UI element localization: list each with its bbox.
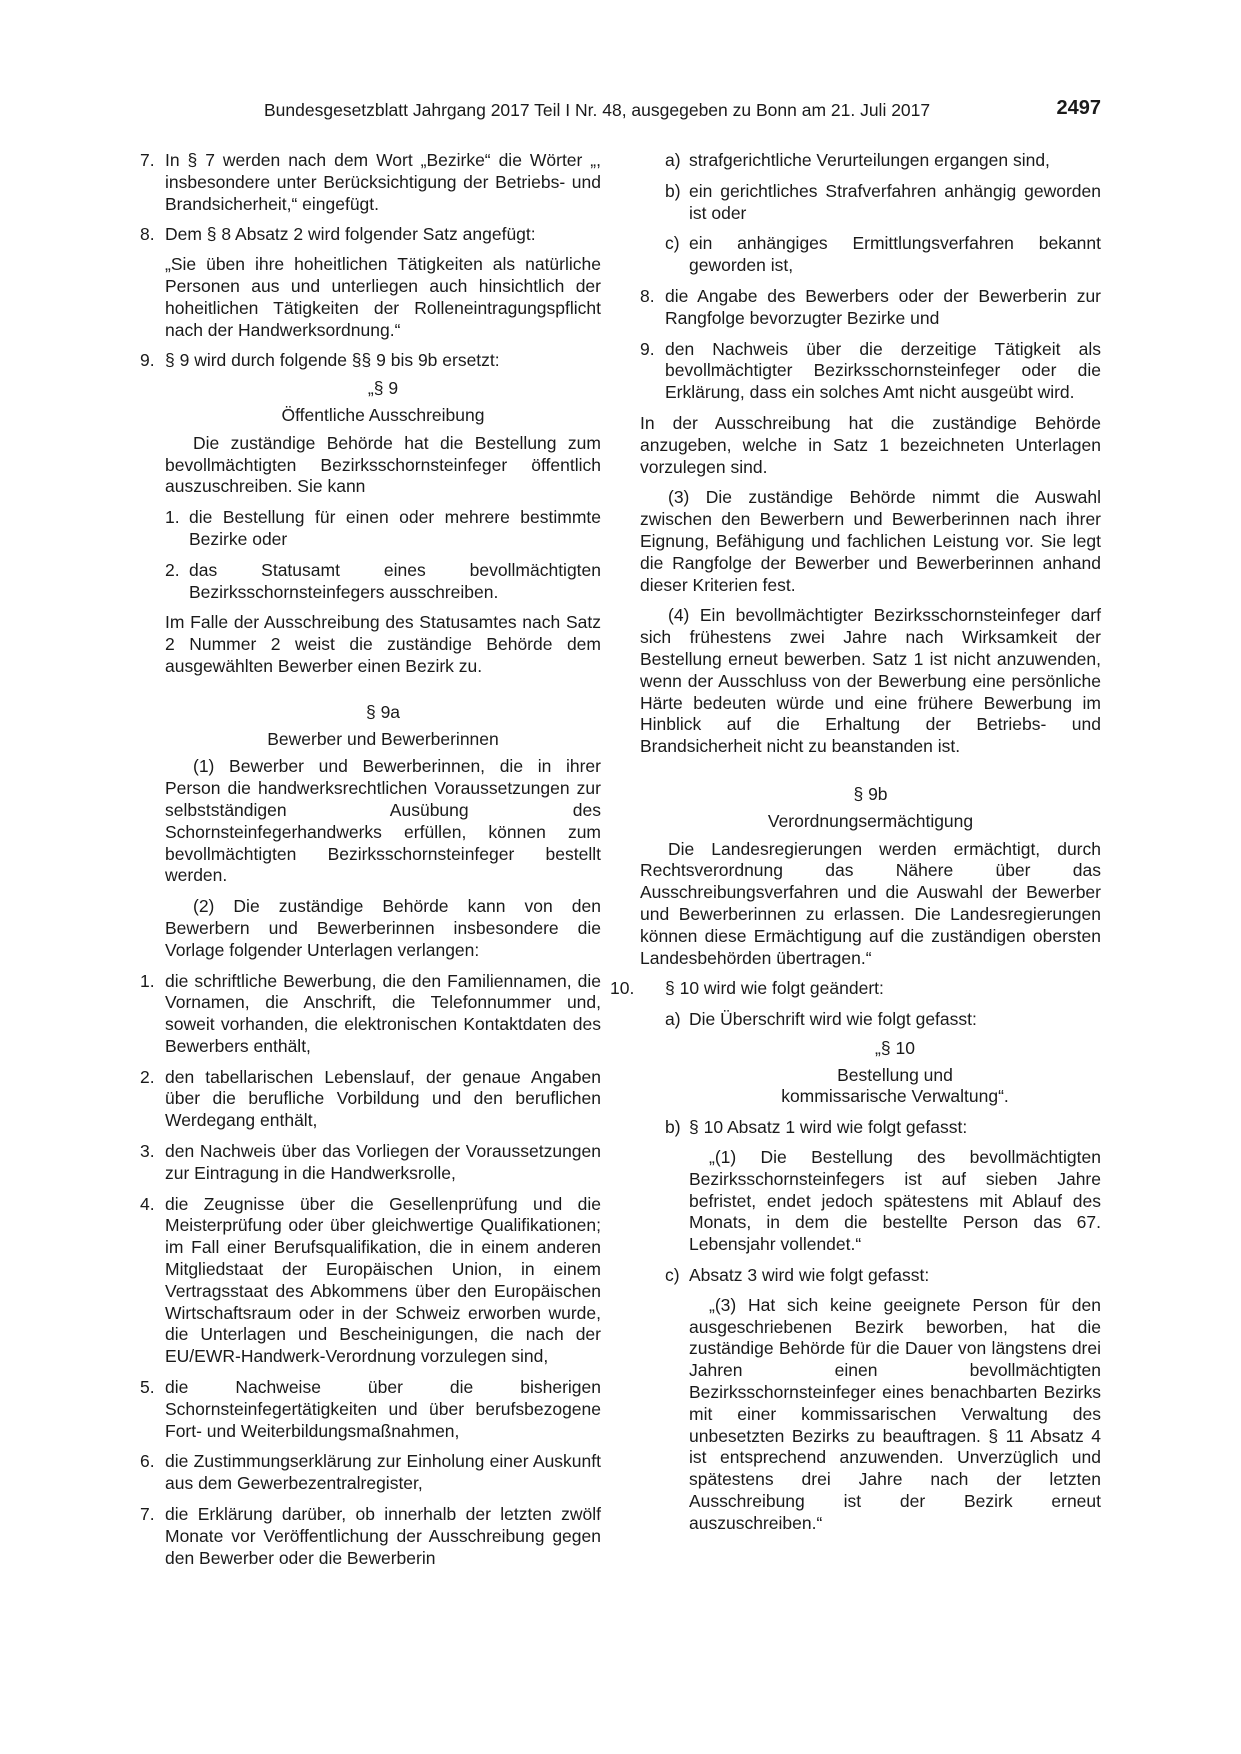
list-item: 9. § 9 wird durch folgende §§ 9 bis 9b ersetzt: (140, 350, 500, 371)
sub-list-item: c) ein anhängiges Ermittlungsverfahren bekannt geworden ist, (665, 233, 1101, 276)
right-column (610, 150, 1101, 1544)
section-heading: Bestellung und (837, 1064, 953, 1085)
left-column (140, 150, 601, 1578)
list-item: 2. den tabellarischen Lebenslauf, der genaue Angaben über die berufliche Vorbildung und den beruflichen Werdegang enthält, (140, 1066, 601, 1131)
section-number: „§ 9 (367, 378, 399, 399)
paragraph: (1) Bewerber und Bewerberinnen, die in ihrer Person die handwerksrechtlichen Voraussetzungen zur selbstständigen Ausübung des Schornsteinfegerhandwerks erfüllen, können zum bevollmächtigten Bezirksschornsteinfeger bestellt werden. (165, 756, 601, 886)
sub-list-item: c) Absatz 3 wird wie folgt gefasst: (665, 1265, 930, 1286)
paragraph: Die Landesregierungen werden ermächtigt, durch Rechtsverordnung das Nähere über das Ausschreibungsverfahren und die Auswahl der Bewerber und Bewerberinnen zu erlassen. Die Landesregierungen können diese Ermächtigung auf die zuständigen obersten Landesbehörden übertragen.“ (640, 838, 1101, 968)
list-item: 3. den Nachweis über das Vorliegen der Voraussetzungen zur Eintragung in die Handwerksrolle, (140, 1141, 601, 1183)
list-item: 9. den Nachweis über die derzeitige Tätigkeit als bevollmächtigter Bezirksschornsteinfeger oder die Erklärung, dass ein solches Amt nicht ausgeübt wird. (640, 338, 1101, 403)
section-number: § 9a (365, 701, 401, 722)
list-item: 2. das Statusamt eines bevollmächtigten Bezirksschornsteinfegers ausschreiben. (165, 559, 601, 602)
paragraph: Die zuständige Behörde hat die Bestellung zum bevollmächtigten Bezirksschornsteinfeger öffentlich auszuschreiben. Sie kann (165, 432, 601, 497)
page-number: 2497 (1056, 97, 1101, 119)
quoted-text: „(1) Die Bestellung des bevollmächtigten Bezirksschornsteinfegers ist auf sieben Jahre befristet, endet jedoch spätestens mit Ablauf des Monats, in dem die bestellte Person das 67. Lebensjahr vollendet.“ (689, 1147, 1101, 1255)
sub-list-item: a) strafgerichtliche Verurteilungen ergangen sind, (665, 150, 1050, 170)
list-item: 7. die Erklärung darüber, ob innerhalb der letzten zwölf Monate vor Veröffentlichung der Ausschreibung gegen den Bewerber oder die Bewerberin (140, 1504, 601, 1568)
section-number: „§ 10 (875, 1037, 915, 1058)
section-heading: Bewerber und Bewerberinnen (267, 728, 499, 749)
list-item: 1. die schriftliche Bewerbung, die den Familiennamen, die Vornamen, die Anschrift, die Telefonnummer und, soweit vorhanden, die elektronischen Kontaktdaten des Bewerbers enthält, (140, 970, 601, 1056)
paragraph: In der Ausschreibung hat die zuständige Behörde anzugeben, welche in Satz 1 bezeichneten Unterlagen vorzulegen sind. (640, 412, 1101, 477)
section-number: § 9b (853, 783, 888, 804)
list-item: 7. In § 7 werden nach dem Wort „Bezirke“ die Wörter „, insbesondere unter Berücksichtigung der Betriebs- und Brandsicherheit,“ eingefügt. (140, 150, 601, 214)
paragraph: Im Falle der Ausschreibung des Statusamtes nach Satz 2 Nummer 2 weist die zuständige Behörde dem ausgewählten Bewerber einen Bezirk zu. (165, 612, 601, 676)
list-item: 4. die Zeugnisse über die Gesellenprüfung und die Meisterprüfung oder über gleichwertige Qualifikationen; im Fall einer Berufsqualifikation, die in einem anderen Mitgliedstaat der Europäischen Union, in einem Vertragsstaat des Abkommens über den Europäischen Wirtschaftsraum oder in der Schweiz erworben wurde, die Unterlagen und Bescheinigungen, die nach der EU/EWR-Handwerk-Verordnung vorzulegen sind, (140, 1193, 601, 1367)
paragraph: (3) Die zuständige Behörde nimmt die Auswahl zwischen den Bewerbern und Bewerberinnen nach ihrer Eignung, Befähigung und fachlichen Leistung vor. Sie legt die Rangfolge der Bewerber und Bewerberinnen anhand dieser Kriterien fest. (640, 487, 1101, 595)
sub-list-item: b) § 10 Absatz 1 wird wie folgt gefasst: (665, 1117, 968, 1138)
list-item: 1. die Bestellung für einen oder mehrere bestimmte Bezirke oder (165, 507, 601, 549)
list-item: 8. Dem § 8 Absatz 2 wird folgender Satz angefügt: (140, 224, 536, 245)
section-heading: kommissarische Verwaltung“. (781, 1086, 1009, 1107)
list-item: 8. die Angabe des Bewerbers oder der Bewerberin zur Rangfolge bevorzugter Bezirke und (640, 285, 1101, 328)
paragraph: (4) Ein bevollmächtigter Bezirksschornsteinfeger darf sich frühestens zwei Jahre nach Wirksamkeit der Bestellung erneut bewerben. Satz 1 ist nicht anzuwenden, wenn der Ausschluss von der Bewerbung eine persönliche Härte bedeuten würde und eine frühere Bewerbung im Hinblick auf die Erhaltung der Betriebs- und Brandsicherheit nicht zu beanstanden ist. (640, 605, 1101, 757)
quoted-text: „Sie üben ihre hoheitlichen Tätigkeiten als natürliche Personen aus und unterliegen auch hinsichtlich der hoheitlichen Tätigkeiten der Rolleneintragungspflicht nach der Handwerksordnung.“ (165, 254, 601, 340)
sub-list-item: a) Die Überschrift wird wie folgt gefasst: (665, 1009, 977, 1030)
list-item: 10. § 10 wird wie folgt geändert: (610, 978, 884, 999)
quoted-text: „(3) Hat sich keine geeignete Person für den ausgeschriebenen Bezirk beworben, hat die zuständige Behörde für die Dauer von längstens drei Jahren einen bevollmächtigten Bezirksschornsteinfeger eines benachbarten Bezirks mit einer kommissarischen Verwaltung des unbesetzten Bezirks zu beauftragen. § 11 Absatz 4 ist entsprechend anzuwenden. Unverzüglich und spätestens drei Jahre nach der letzten Ausschreibung ist der Bezirk erneut auszuschreiben.“ (689, 1294, 1101, 1533)
sub-list-item: b) ein gerichtliches Strafverfahren anhängig geworden ist oder (665, 180, 1101, 223)
list-item: 6. die Zustimmungserklärung zur Einholung einer Auskunft aus dem Gewerbezentralregister, (140, 1451, 601, 1494)
section-heading: Öffentliche Ausschreibung (281, 404, 485, 425)
running-header: Bundesgesetzblatt Jahrgang 2017 Teil I Nr. 48, ausgegeben zu Bonn am 21. Juli 2017 (264, 100, 931, 120)
paragraph: (2) Die zuständige Behörde kann von den Bewerbern und Bewerberinnen insbesondere die Vorlage folgender Unterlagen verlangen: (165, 896, 601, 960)
section-heading: Verordnungsermächtigung (767, 810, 974, 831)
list-item: 5. die Nachweise über die bisherigen Schornsteinfegertätigkeiten und über berufsbezogene Fort- und Weiterbildungsmaßnahmen, (140, 1377, 601, 1441)
page-header (264, 99, 1101, 127)
